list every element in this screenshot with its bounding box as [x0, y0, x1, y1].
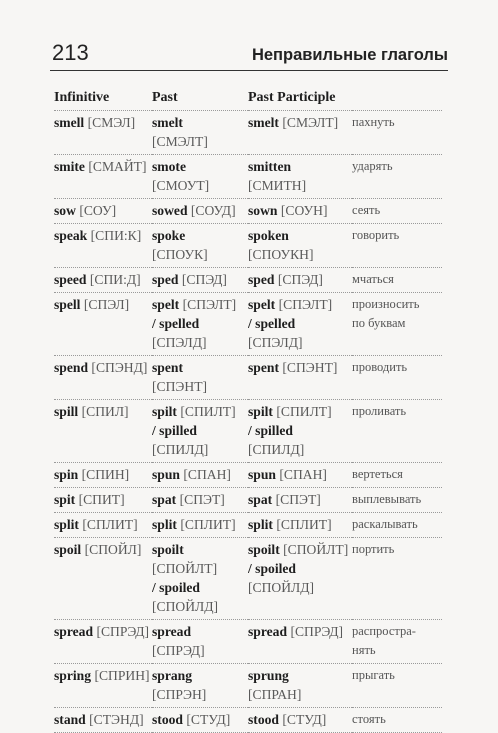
- past-line: [152, 157, 248, 176]
- past-line: [152, 710, 248, 729]
- page-number: 213: [52, 40, 89, 65]
- infinitive-cell: [54, 664, 152, 708]
- transcription: [СПЭЛД]: [152, 335, 207, 350]
- transcription: [СПИЛТ]: [180, 404, 236, 419]
- transcription: [СПИ:Д]: [89, 272, 141, 287]
- translation-cell: [352, 111, 442, 155]
- transcription: [СПИТ]: [78, 492, 125, 507]
- past-participle-cell: [248, 463, 352, 488]
- past-participle-line: [248, 314, 352, 333]
- past-participle-cell: [248, 488, 352, 513]
- translation-text: вертеться: [352, 467, 403, 481]
- past-word: stood: [152, 712, 183, 727]
- transcription: [СМЭЛ]: [87, 115, 136, 130]
- transcription: [СПЭТ]: [275, 492, 321, 507]
- past-participle-word: spat: [248, 492, 273, 507]
- transcription: [СПОЙЛ]: [84, 542, 142, 557]
- translation-cell: [352, 708, 442, 733]
- past-word: spoilt: [152, 542, 184, 557]
- table-row: [54, 224, 442, 268]
- past-cell: [152, 620, 248, 664]
- past-word: / spoiled: [152, 580, 200, 595]
- past-word: spun: [152, 467, 180, 482]
- past-participle-word: split: [248, 517, 273, 532]
- past-cell: [152, 268, 248, 293]
- past-participle-word: spun: [248, 467, 276, 482]
- past-participle-line: [248, 710, 352, 729]
- past-cell: [152, 155, 248, 199]
- page-header: [50, 38, 448, 71]
- transcription: [СМЭЛТ]: [152, 134, 208, 149]
- infinitive-cell: [54, 513, 152, 538]
- past-line: [152, 465, 248, 484]
- past-participle-line: [248, 358, 352, 377]
- transcription: [СПЭНТ]: [152, 379, 208, 394]
- translation-cell: [352, 488, 442, 513]
- transcription: [СПИЛД]: [152, 442, 209, 457]
- translation-text: пахнуть: [352, 115, 395, 129]
- past-line: [152, 176, 248, 195]
- past-participle-word: spoken: [248, 228, 289, 243]
- past-line: [152, 333, 248, 352]
- past-participle-cell: [248, 708, 352, 733]
- past-participle-line: [248, 421, 352, 440]
- past-line: [152, 377, 248, 396]
- infinitive-cell: [54, 400, 152, 463]
- table-header-row: [54, 88, 442, 111]
- past-cell: [152, 356, 248, 400]
- table-row: [54, 155, 442, 199]
- transcription: [СПАН]: [183, 467, 231, 482]
- past-line: [152, 113, 248, 132]
- column-header-infinitive: Infinitive: [54, 88, 152, 111]
- translation-cell: [352, 224, 442, 268]
- transcription: [СТУД]: [186, 712, 231, 727]
- infinitive-cell: [54, 356, 152, 400]
- infinitive-word: spring: [54, 668, 92, 683]
- transcription: [СОУН]: [280, 203, 328, 218]
- past-line: [152, 201, 248, 220]
- past-participle-cell: [248, 356, 352, 400]
- past-line: [152, 440, 248, 459]
- transcription: [СПОУК]: [152, 247, 208, 262]
- translation-text: ударять: [352, 159, 393, 173]
- transcription: [СПОЙЛД]: [248, 580, 315, 595]
- past-line: [152, 515, 248, 534]
- past-participle-cell: [248, 224, 352, 268]
- transcription: [СПЭТ]: [179, 492, 225, 507]
- transcription: [СПЭНД]: [91, 360, 148, 375]
- transcription: [СПЭЛТ]: [278, 297, 333, 312]
- transcription: [СПРЭД]: [152, 643, 205, 658]
- transcription: [СПРИН]: [94, 668, 150, 683]
- transcription: [СПОУКН]: [248, 247, 314, 262]
- past-participle-word: smelt: [248, 115, 279, 130]
- table-row: [54, 463, 442, 488]
- past-participle-word: smitten: [248, 159, 292, 174]
- translation-cell: [352, 199, 442, 224]
- table-row: [54, 199, 442, 224]
- past-cell: [152, 708, 248, 733]
- past-participle-line: [248, 245, 352, 264]
- past-participle-cell: [248, 293, 352, 356]
- past-participle-line: [248, 440, 352, 459]
- translation-cell: [352, 513, 442, 538]
- infinitive-word: spin: [54, 467, 79, 482]
- infinitive-cell: [54, 708, 152, 733]
- table-row: [54, 538, 442, 620]
- past-participle-cell: [248, 664, 352, 708]
- transcription: [СПЭЛ]: [83, 297, 130, 312]
- past-word: sprang: [152, 668, 193, 683]
- past-line: [152, 132, 248, 151]
- infinitive-cell: [54, 293, 152, 356]
- past-cell: [152, 400, 248, 463]
- transcription: [СМАЙТ]: [88, 159, 147, 174]
- past-participle-word: spoilt: [248, 542, 280, 557]
- transcription: [СПЭЛД]: [248, 335, 303, 350]
- past-cell: [152, 513, 248, 538]
- past-cell: [152, 488, 248, 513]
- past-participle-line: [248, 201, 352, 220]
- translation-text: произносить: [352, 297, 420, 311]
- table-row: [54, 111, 442, 155]
- past-participle-line: [248, 295, 352, 314]
- past-participle-cell: [248, 111, 352, 155]
- past-participle-cell: [248, 513, 352, 538]
- past-word: spilt: [152, 404, 177, 419]
- table-row: [54, 488, 442, 513]
- infinitive-word: stand: [54, 712, 86, 727]
- past-line: [152, 666, 248, 685]
- infinitive-cell: [54, 155, 152, 199]
- translation-text: прыгать: [352, 668, 395, 682]
- translation-text: стоять: [352, 712, 386, 726]
- infinitive-word: sow: [54, 203, 76, 218]
- transcription: [СПРЭН]: [152, 687, 207, 702]
- transcription: [СМИТН]: [248, 178, 307, 193]
- transcription: [СПОЙЛТ]: [283, 542, 349, 557]
- past-participle-word: sped: [248, 272, 275, 287]
- transcription: [СПЛИТ]: [82, 517, 138, 532]
- infinitive-cell: [54, 111, 152, 155]
- column-header-translation: [352, 88, 442, 111]
- past-participle-word: / spilled: [248, 423, 293, 438]
- past-cell: [152, 463, 248, 488]
- column-header-past-participle: Past Participle: [248, 88, 352, 111]
- transcription: [СПРАН]: [248, 687, 302, 702]
- past-line: [152, 295, 248, 314]
- past-participle-cell: [248, 400, 352, 463]
- infinitive-word: split: [54, 517, 79, 532]
- translation-cell: [352, 620, 442, 664]
- past-participle-line: [248, 226, 352, 245]
- past-word: / spilled: [152, 423, 197, 438]
- transcription: [СПИ:К]: [90, 228, 142, 243]
- transcription: [СПОЙЛД]: [152, 599, 219, 614]
- running-title: Неправильные глаголы: [251, 46, 448, 64]
- transcription: [СПАН]: [279, 467, 327, 482]
- past-word: smelt: [152, 115, 183, 130]
- infinitive-word: spoil: [54, 542, 82, 557]
- infinitive-cell: [54, 199, 152, 224]
- past-participle-word: / spoiled: [248, 561, 296, 576]
- transcription: [СТУД]: [282, 712, 327, 727]
- transcription: [СПИЛТ]: [276, 404, 332, 419]
- past-word: sped: [152, 272, 179, 287]
- past-participle-line: [248, 559, 352, 578]
- column-header-past: Past: [152, 88, 248, 111]
- past-word: spread: [152, 624, 192, 639]
- past-participle-line: [248, 176, 352, 195]
- past-participle-line: [248, 113, 352, 132]
- table-row: [54, 356, 442, 400]
- past-participle-line: [248, 157, 352, 176]
- past-participle-cell: [248, 155, 352, 199]
- past-participle-word: spent: [248, 360, 279, 375]
- table-row: [54, 513, 442, 538]
- transcription: [СМОУТ]: [152, 178, 210, 193]
- past-line: [152, 685, 248, 704]
- transcription: [СПОЙЛТ]: [152, 561, 218, 576]
- past-cell: [152, 224, 248, 268]
- table-row: [54, 620, 442, 664]
- translation-cell: [352, 538, 442, 620]
- past-word: sowed: [152, 203, 188, 218]
- translation-text: выплевывать: [352, 492, 422, 506]
- infinitive-word: spill: [54, 404, 79, 419]
- past-word: spent: [152, 360, 183, 375]
- translation-text: мчаться: [352, 272, 394, 286]
- past-participle-line: [248, 465, 352, 484]
- past-participle-line: [248, 540, 352, 559]
- infinitive-word: speak: [54, 228, 88, 243]
- translation-text: проводить: [352, 360, 408, 374]
- translation-text: по буквам: [352, 316, 406, 330]
- past-participle-cell: [248, 620, 352, 664]
- infinitive-cell: [54, 224, 152, 268]
- translation-text: сеять: [352, 203, 381, 217]
- past-line: [152, 641, 248, 660]
- past-participle-word: stood: [248, 712, 279, 727]
- past-cell: [152, 111, 248, 155]
- translation-cell: [352, 463, 442, 488]
- transcription: [СПЛИТ]: [276, 517, 332, 532]
- infinitive-cell: [54, 268, 152, 293]
- past-line: [152, 245, 248, 264]
- irregular-verbs-table: [54, 88, 442, 733]
- past-participle-cell: [248, 538, 352, 620]
- past-word: split: [152, 517, 177, 532]
- transcription: [СПИН]: [81, 467, 130, 482]
- past-participle-line: [248, 333, 352, 352]
- past-cell: [152, 538, 248, 620]
- past-participle-word: spelt: [248, 297, 276, 312]
- past-participle-word: sprung: [248, 668, 289, 683]
- translation-text: проливать: [352, 404, 407, 418]
- past-word: spelt: [152, 297, 180, 312]
- table-row: [54, 268, 442, 293]
- translation-text: нять: [352, 643, 376, 657]
- translation-text: говорить: [352, 228, 400, 242]
- past-cell: [152, 293, 248, 356]
- past-line: [152, 270, 248, 289]
- past-participle-word: sown: [248, 203, 278, 218]
- translation-text: портить: [352, 542, 395, 556]
- past-word: spoke: [152, 228, 186, 243]
- past-line: [152, 314, 248, 333]
- past-participle-line: [248, 685, 352, 704]
- transcription: [СПЭД]: [181, 272, 227, 287]
- past-participle-line: [248, 490, 352, 509]
- infinitive-cell: [54, 620, 152, 664]
- past-participle-cell: [248, 199, 352, 224]
- past-line: [152, 578, 248, 597]
- transcription: [СТЭНД]: [89, 712, 144, 727]
- transcription: [СПЭЛТ]: [182, 297, 237, 312]
- translation-cell: [352, 293, 442, 356]
- transcription: [СПРЭД]: [96, 624, 150, 639]
- translation-cell: [352, 400, 442, 463]
- past-line: [152, 622, 248, 641]
- infinitive-word: smell: [54, 115, 85, 130]
- transcription: [СПЛИТ]: [180, 517, 236, 532]
- past-participle-word: / spelled: [248, 316, 296, 331]
- translation-cell: [352, 155, 442, 199]
- infinitive-word: speed: [54, 272, 87, 287]
- past-line: [152, 358, 248, 377]
- infinitive-word: spread: [54, 624, 94, 639]
- infinitive-word: spit: [54, 492, 76, 507]
- past-line: [152, 597, 248, 616]
- past-participle-word: spilt: [248, 404, 273, 419]
- past-participle-line: [248, 666, 352, 685]
- infinitive-cell: [54, 538, 152, 620]
- translation-cell: [352, 268, 442, 293]
- past-participle-line: [248, 578, 352, 597]
- transcription: [СПЭНТ]: [282, 360, 338, 375]
- past-participle-cell: [248, 268, 352, 293]
- past-word: spat: [152, 492, 177, 507]
- past-participle-line: [248, 402, 352, 421]
- past-participle-word: spread: [248, 624, 288, 639]
- past-line: [152, 490, 248, 509]
- transcription: [СОУД]: [190, 203, 236, 218]
- past-cell: [152, 199, 248, 224]
- past-line: [152, 226, 248, 245]
- transcription: [СПРЭД]: [290, 624, 344, 639]
- infinitive-word: spend: [54, 360, 89, 375]
- past-participle-line: [248, 515, 352, 534]
- past-line: [152, 402, 248, 421]
- transcription: [СОУ]: [79, 203, 117, 218]
- infinitive-word: spell: [54, 297, 81, 312]
- translation-text: распростра-: [352, 624, 416, 638]
- infinitive-cell: [54, 463, 152, 488]
- translation-text: раскалывать: [352, 517, 418, 531]
- infinitive-cell: [54, 488, 152, 513]
- table-row: [54, 708, 442, 733]
- infinitive-word: smite: [54, 159, 85, 174]
- table-row: [54, 293, 442, 356]
- past-word: / spelled: [152, 316, 200, 331]
- translation-cell: [352, 356, 442, 400]
- past-participle-line: [248, 622, 352, 641]
- translation-cell: [352, 664, 442, 708]
- past-line: [152, 421, 248, 440]
- table-row: [54, 664, 442, 708]
- past-word: smote: [152, 159, 186, 174]
- transcription: [СМЭЛТ]: [282, 115, 339, 130]
- transcription: [СПЭД]: [277, 272, 323, 287]
- past-cell: [152, 664, 248, 708]
- table-row: [54, 400, 442, 463]
- transcription: [СПИЛД]: [248, 442, 305, 457]
- transcription: [СПИЛ]: [81, 404, 129, 419]
- past-participle-line: [248, 270, 352, 289]
- past-line: [152, 540, 248, 578]
